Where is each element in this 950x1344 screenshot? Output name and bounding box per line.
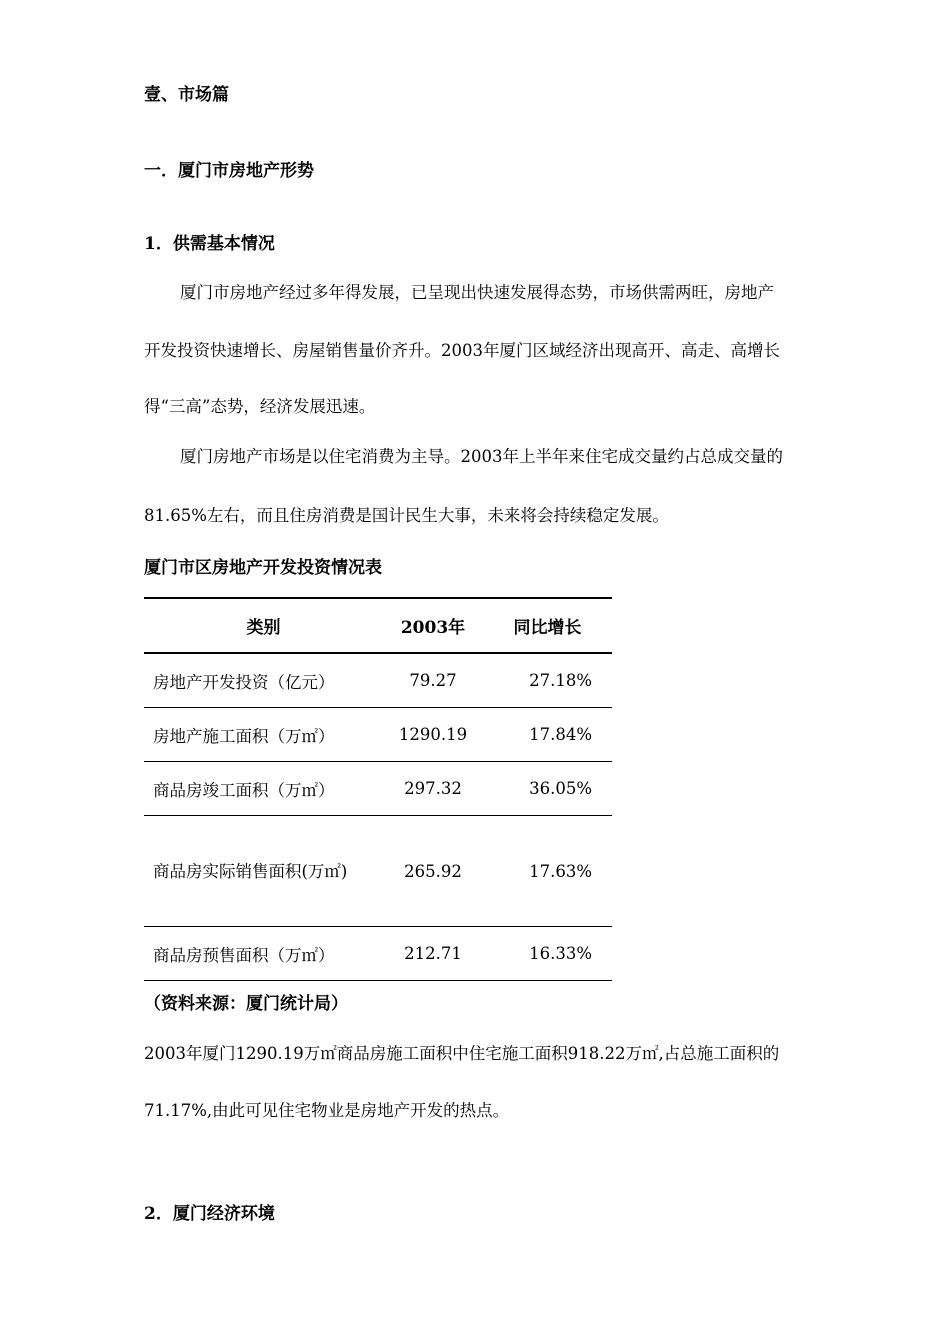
paragraph-line: 厦门房地产市场是以住宅消费为主导。2003年上半年来住宅成交量约占总成交量的 [180,447,783,466]
cell-value: 265.92 [383,816,483,927]
cell-yoy: 17.84% [483,708,612,762]
table-header-row [144,598,612,653]
cell-yoy: 17.63% [483,816,612,927]
cell-category: 商品房预售面积（万㎡） [144,927,383,981]
cell-value: 212.71 [383,927,483,981]
paragraph-line: 2003年厦门1290.19万㎡商品房施工面积中住宅施工面积918.22万㎡,占总施工面积的 [144,1044,780,1063]
cell-yoy: 27.18% [483,653,612,708]
table-row [144,653,612,708]
table-row [144,816,612,927]
cell-category: 房地产开发投资（亿元） [144,653,383,708]
cell-category: 房地产施工面积（万㎡） [144,708,383,762]
subsection-title-economy: 2．厦门经济环境 [144,1204,275,1224]
table-row [144,927,612,981]
paragraph-line: 得“三高”态势，经济发展迅速。 [144,397,376,416]
column-header-year: 2003年 [383,598,483,653]
cell-yoy: 36.05% [483,762,612,816]
cell-value: 79.27 [383,653,483,708]
paragraph-line: 81.65%左右，而且住房消费是国计民生大事，未来将会持续稳定发展。 [144,506,669,525]
cell-value: 297.32 [383,762,483,816]
column-header-category: 类别 [144,598,383,653]
column-header-yoy: 同比增长 [483,598,612,653]
section-title: 一．厦门市房地产形势 [144,161,314,181]
paragraph-line: 开发投资快速增长、房屋销售量价齐升。2003年厦门区域经济出现高开、高走、高增长 [144,341,780,360]
cell-yoy: 16.33% [483,927,612,981]
table-row [144,762,612,816]
paragraph-line: 厦门市房地产经过多年得发展，已呈现出快速发展得态势，市场供需两旺，房地产 [180,283,774,302]
subsection-title-supply-demand: 1．供需基本情况 [144,234,275,254]
cell-value: 1290.19 [383,708,483,762]
table-caption: 厦门市区房地产开发投资情况表 [144,558,382,578]
part-title: 壹、市场篇 [144,85,229,105]
table-row [144,708,612,762]
cell-category: 商品房竣工面积（万㎡） [144,762,383,816]
cell-category: 商品房实际销售面积(万㎡) [144,816,383,927]
source-note: （资料来源：厦门统计局） [144,994,348,1014]
investment-table [144,597,612,981]
paragraph-line: 71.17%,由此可见住宅物业是房地产开发的热点。 [144,1101,510,1120]
